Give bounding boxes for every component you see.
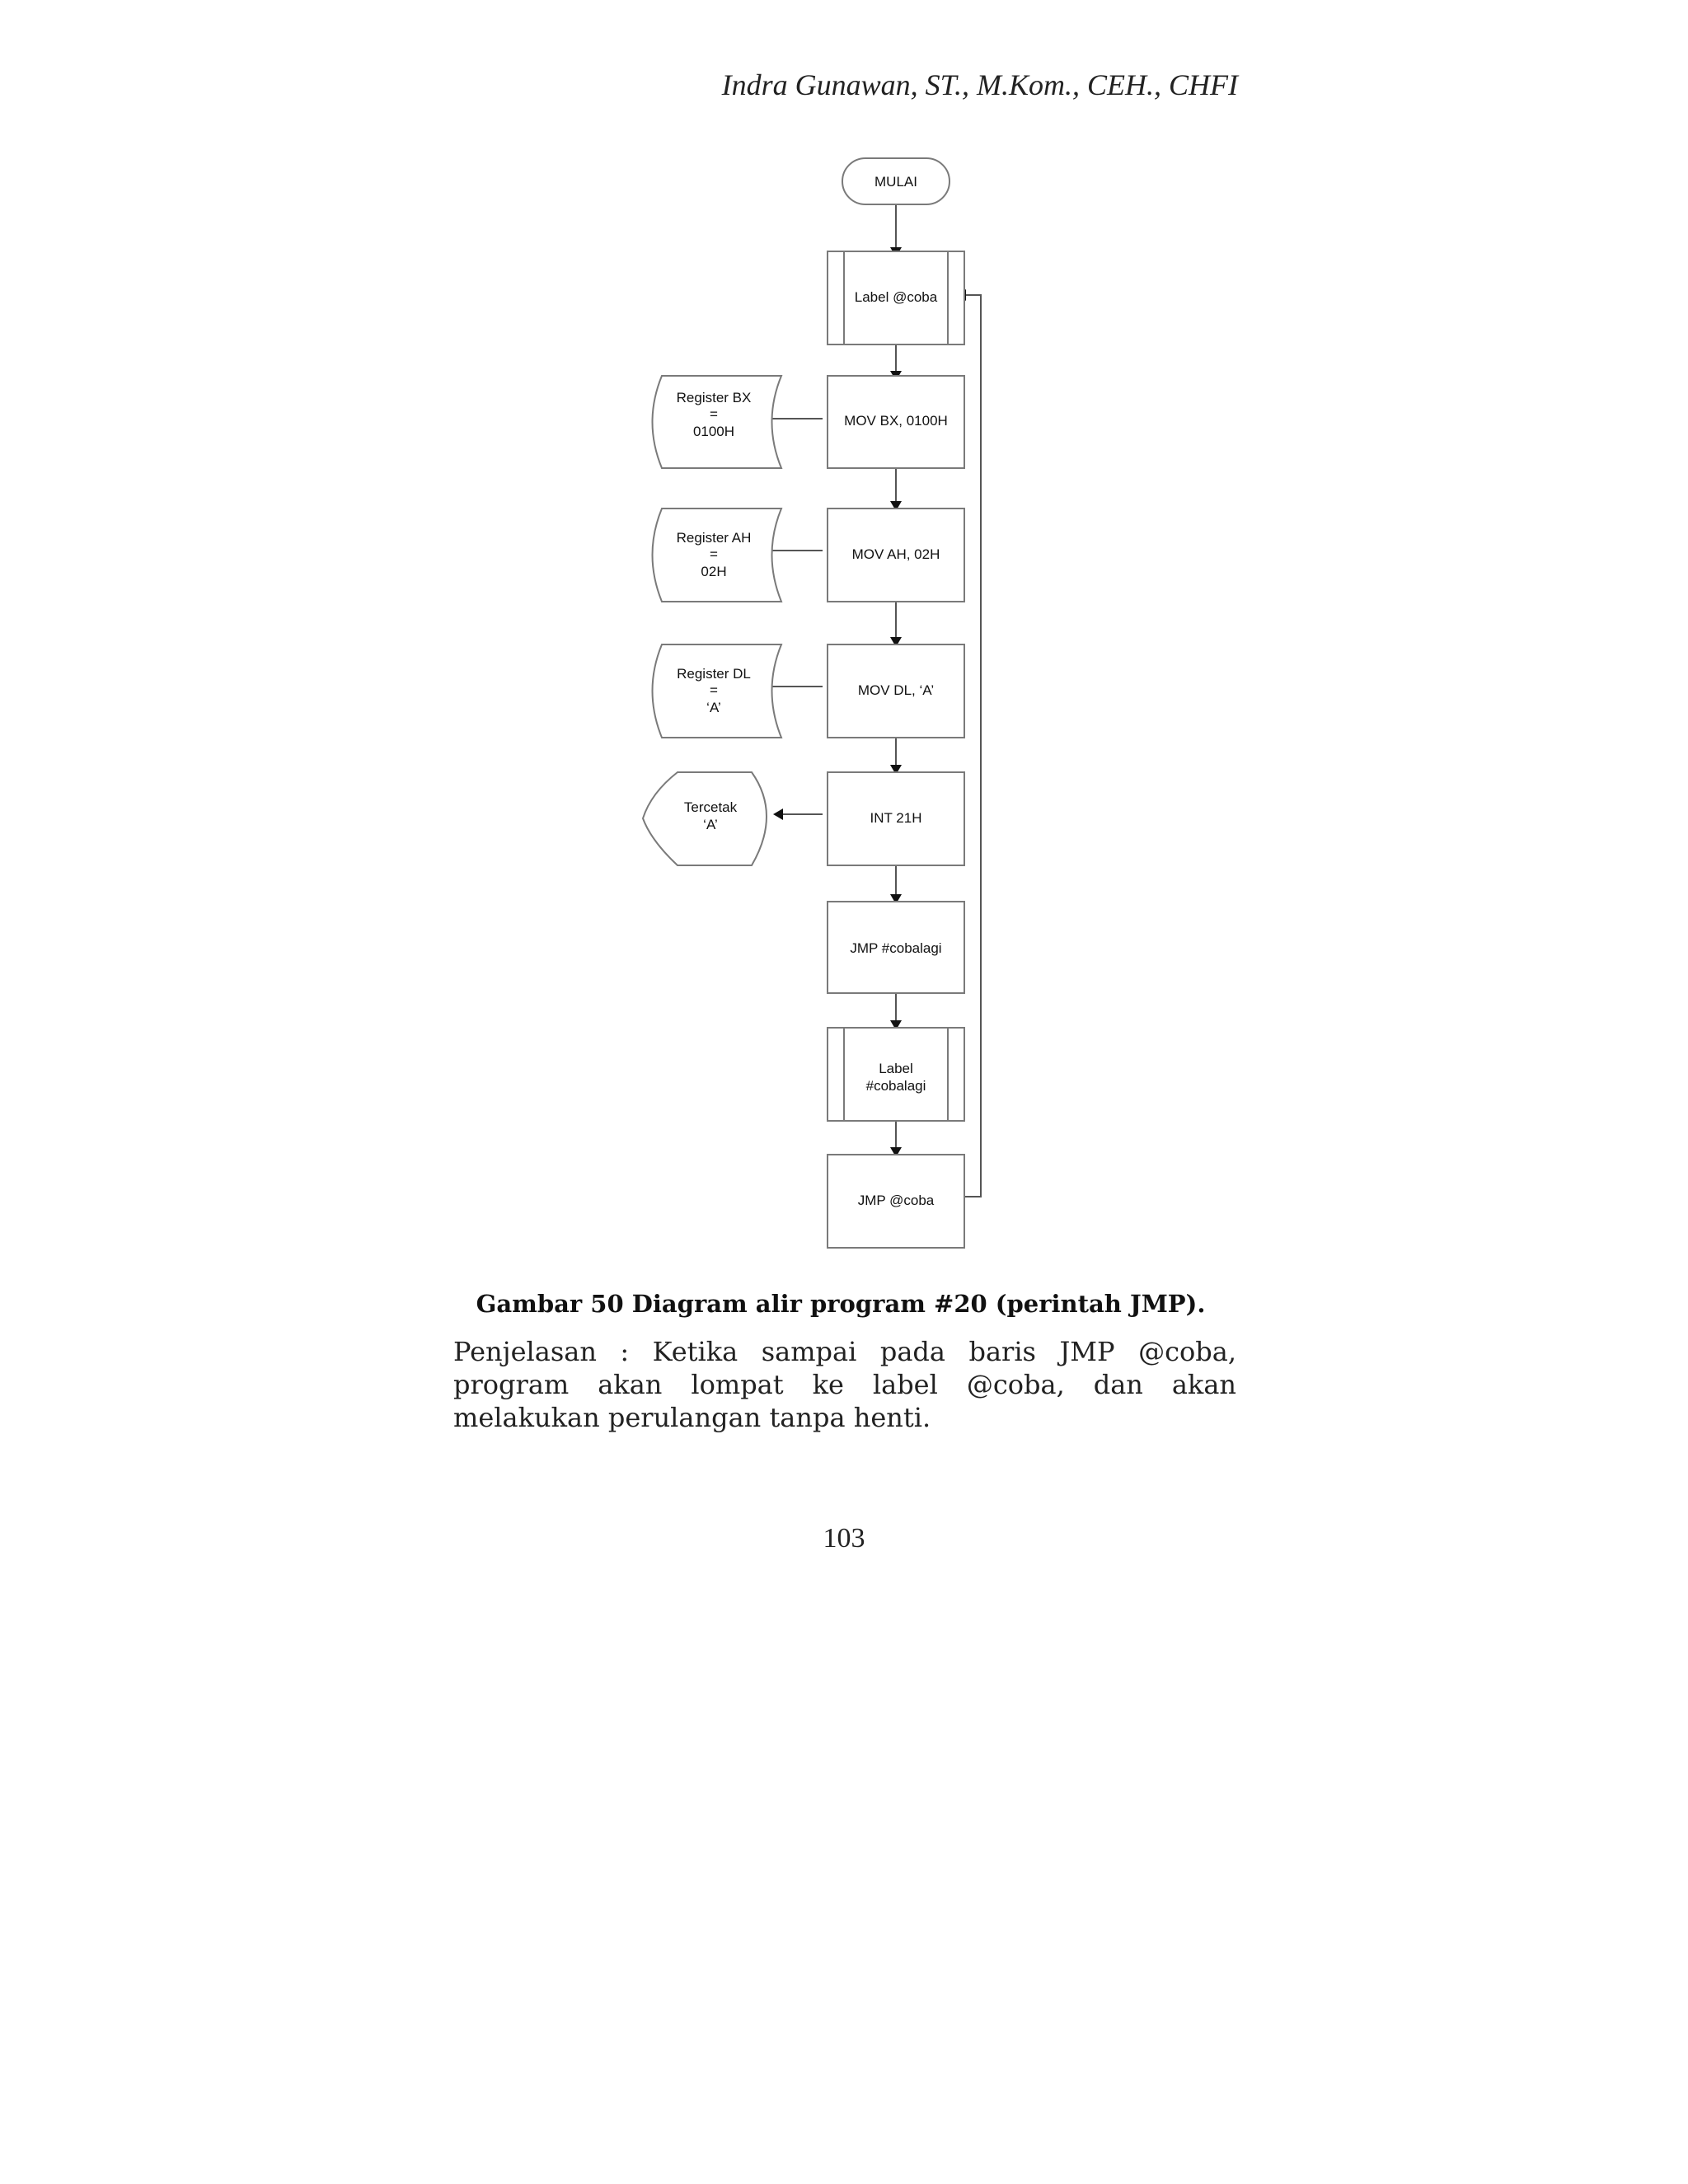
jmp-coba-text: JMP @coba: [857, 1193, 935, 1208]
start-terminator-label: MULAI: [874, 174, 917, 190]
jmp-cobalagi-text: JMP #cobalagi: [850, 940, 942, 956]
register-dl-line1: Register DL: [677, 666, 751, 682]
register-bx-line3: 0100H: [692, 424, 735, 439]
mov-dl-text: MOV DL, ‘A’: [857, 682, 935, 698]
paragraph-line: Penjelasan : Ketika sampai pada baris JMP @coba,: [453, 1336, 1236, 1367]
register-ah-line1: Register AH: [676, 530, 752, 546]
display-output-line2: ‘A’: [703, 817, 718, 832]
mov-ah-text: MOV AH, 02H: [851, 546, 940, 562]
int21-text: INT 21H: [870, 810, 922, 826]
label-cobalagi-line2: #cobalagi: [865, 1078, 926, 1094]
label-cobalagi-line1: Label: [879, 1061, 913, 1076]
paragraph-line: program akan lompat ke label @coba, dan akan: [453, 1369, 1236, 1400]
paragraph-line: melakukan perulangan tanpa henti.: [453, 1402, 931, 1433]
register-ah-line2: =: [710, 546, 718, 562]
page-number: 103: [823, 1523, 865, 1554]
explanation-paragraph: [453, 1335, 1236, 1434]
register-dl-line2: =: [710, 682, 718, 698]
running-header: Indra Gunawan, ST., M.Kom., CEH., CHFI: [721, 68, 1238, 101]
register-bx-line1: Register BX: [676, 390, 752, 405]
figure-caption: Gambar 50 Diagram alir program #20 (perintah JMP).: [476, 1290, 1206, 1318]
label-coba-text: Label @coba: [854, 289, 938, 305]
register-bx-line2: =: [710, 406, 718, 422]
display-output-line1: Tercetak: [683, 799, 738, 815]
register-ah-line3: 02H: [701, 564, 727, 579]
arrowhead: [773, 808, 783, 820]
mov-bx-text: MOV BX, 0100H: [844, 413, 948, 429]
register-dl-line3: ‘A’: [706, 700, 721, 715]
